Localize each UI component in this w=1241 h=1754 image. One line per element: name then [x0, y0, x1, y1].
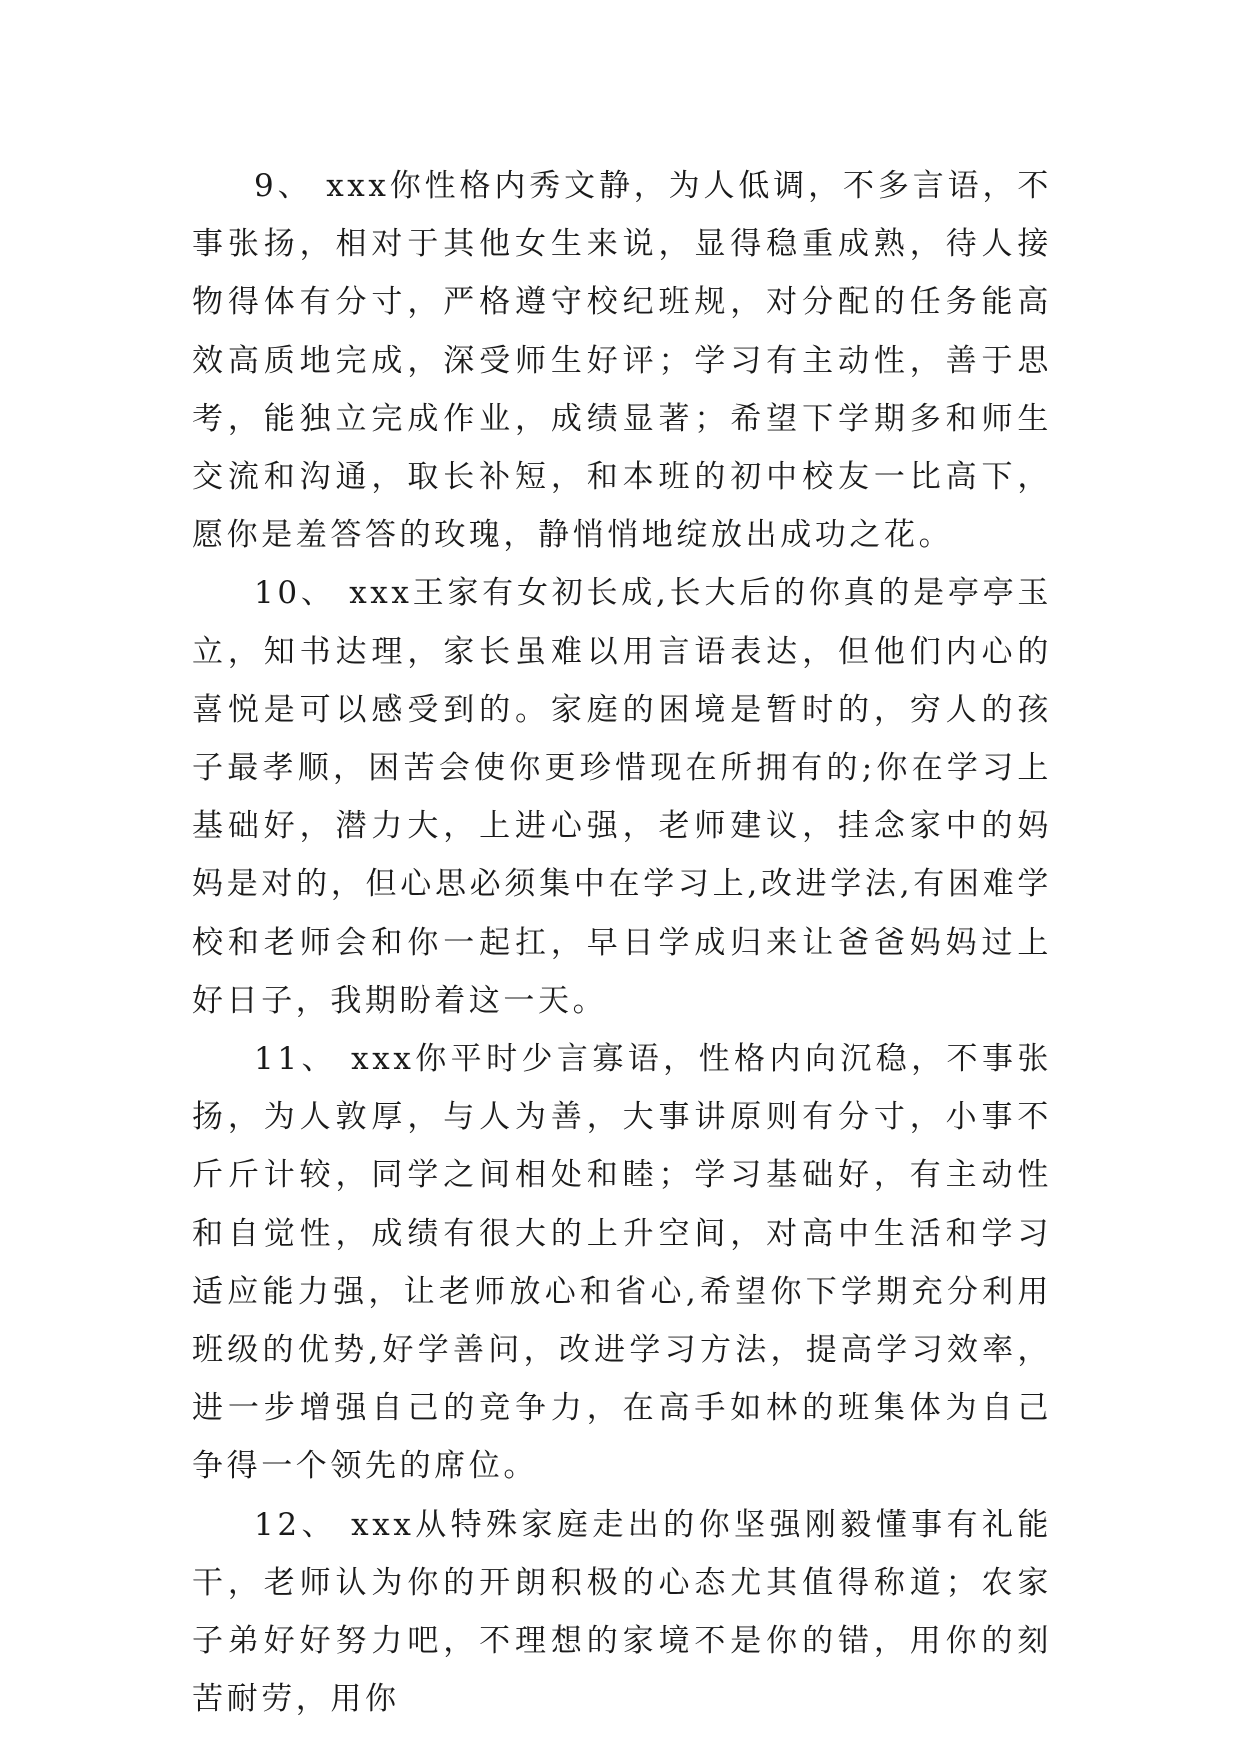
paragraph-12: 12、 xxx从特殊家庭走出的你坚强刚毅懂事有礼能干，老师认为你的开朗积极的心态尤其值得称道；农家子弟好好努力吧，不理想的家境不是你的错，用你的刻苦耐劳，用你 [192, 1506, 1052, 1718]
paragraph-11: 11、 xxx你平时少言寡语，性格内向沉稳，不事张扬，为人敦厚，与人为善，大事讲原则有分寸，小事不斤斤计较，同学之间相处和睦；学习基础好，有主动性和自觉性，成绩有很大的上升空间，对高中生活和学习适应能力强，让老师放心和省心,希望你下学期充分利用班级的优势,好学善问，改进学习方法，提高学习效率，进一步增强自己的竞争力，在高手如林的班集体为自己争得一个领先的席位。 [192, 1041, 1052, 1485]
paragraph-10: 10、 xxx王家有女初长成,长大后的你真的是亭亭玉立，知书达理，家长虽难以用言语表达，但他们内心的喜悦是可以感受到的。家庭的困境是暂时的，穷人的孩子最孝顺，困苦会使你更珍惜现在所拥有的;你在学习上基础好，潜力大，上进心强，老师建议，挂念家中的妈妈是对的，但心思必须集中在学习上,改进学法,有困难学校和老师会和你一起扛，早日学成归来让爸爸妈妈过上好日子，我期盼着这一天。 [192, 575, 1052, 1019]
document-body [192, 157, 1052, 1728]
paragraph-9: 9、 xxx你性格内秀文静，为人低调，不多言语，不事张扬，相对于其他女生来说，显得稳重成熟，待人接物得体有分寸，严格遵守校纪班规，对分配的任务能高效高质地完成，深受师生好评；学习有主动性，善于思考，能独立完成作业，成绩显著；希望下学期多和师生交流和沟通，取长补短，和本班的初中校友一比高下，愿你是羞答答的玫瑰，静悄悄地绽放出成功之花。 [192, 168, 1052, 554]
